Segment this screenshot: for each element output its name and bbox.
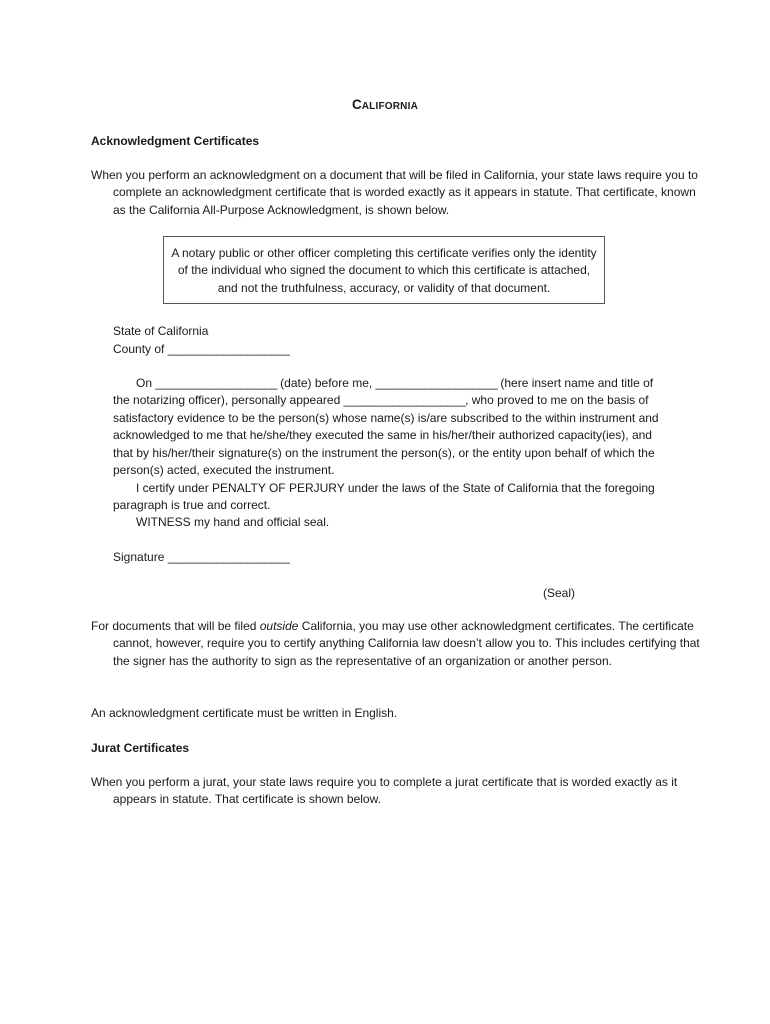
date-text: (date) before me, [276, 376, 376, 390]
perjury-paragraph: I certify under PENALTY OF PERJURY under the laws of the State of California that the foregoing paragraph is true and correct. [113, 481, 655, 513]
outside-post: California, you may use other acknowledgment certificates. The certificate cannot, however, require you to certify anything California law doesn’t allow you to. This includes certifying that the signer has the authority to sign as the representative of an organization or another person. [113, 619, 700, 668]
date-blank: ____________________ [155, 376, 277, 390]
state-line: State of California [113, 324, 209, 338]
jurat-heading: Jurat Certificates [91, 741, 190, 755]
county-line [113, 341, 673, 358]
seal-label: (Seal) [543, 586, 576, 600]
signature-label: Signature [113, 550, 168, 564]
certificate-body-text: (here insert name and title of the notarizing officer), personally appeared [113, 376, 654, 408]
english-note: An acknowledgment certificate must be written in English. [91, 706, 398, 720]
jurat-intro-paragraph: When you perform a jurat, your state laws require you to complete a jurat certificate that is worded exactly as it appears in statute. That certificate is shown below. [91, 775, 678, 807]
certificate-body [113, 375, 673, 479]
ack-intro-paragraph: When you perform an acknowledgment on a document that will be filed in California, your state laws require you to complete an acknowledgment certificate that is worded exactly as it appears in statute. That certificate, known as the California All-Purpose Acknowledgment, is shown below. [91, 168, 698, 217]
certificate-body-text-2: , who proved to me on the basis of satisfactory evidence to be the person(s) whose name(s) is/are subscribed to the within instrument and acknowledged to me that he/she/they executed the same in his/her/their authorized capacity(ies), and that by his/her/their signature(s) on the instrument the person(s), or the entity upon behalf of which the person(s) acted, executed the instrument. [113, 393, 659, 478]
signature-blank: ____________________ [167, 550, 290, 564]
title-initial: C [352, 97, 362, 112]
signature-line [113, 549, 673, 566]
county-label: County of [113, 342, 168, 356]
outside-pre: For documents that will be filed [91, 619, 260, 633]
county-blank: ____________________ [167, 342, 290, 356]
officer-blank: ____________________ [375, 376, 498, 390]
on-label: On [136, 376, 156, 390]
title-rest: ALIFORNIA [361, 101, 418, 112]
witness-line: WITNESS my hand and official seal. [136, 515, 330, 529]
outside-emphasis: outside [259, 619, 299, 633]
page-title [0, 96, 770, 115]
notice-box: A notary public or other officer completing this certificate verifies only the identity of the individual who signed the document to which this certificate is attached, and not the truthfulness, accuracy, or validity of that document. [163, 236, 605, 304]
name-blank: ____________________ [343, 393, 466, 408]
ack-heading: Acknowledgment Certificates [91, 134, 260, 148]
outside-paragraph [91, 618, 703, 670]
